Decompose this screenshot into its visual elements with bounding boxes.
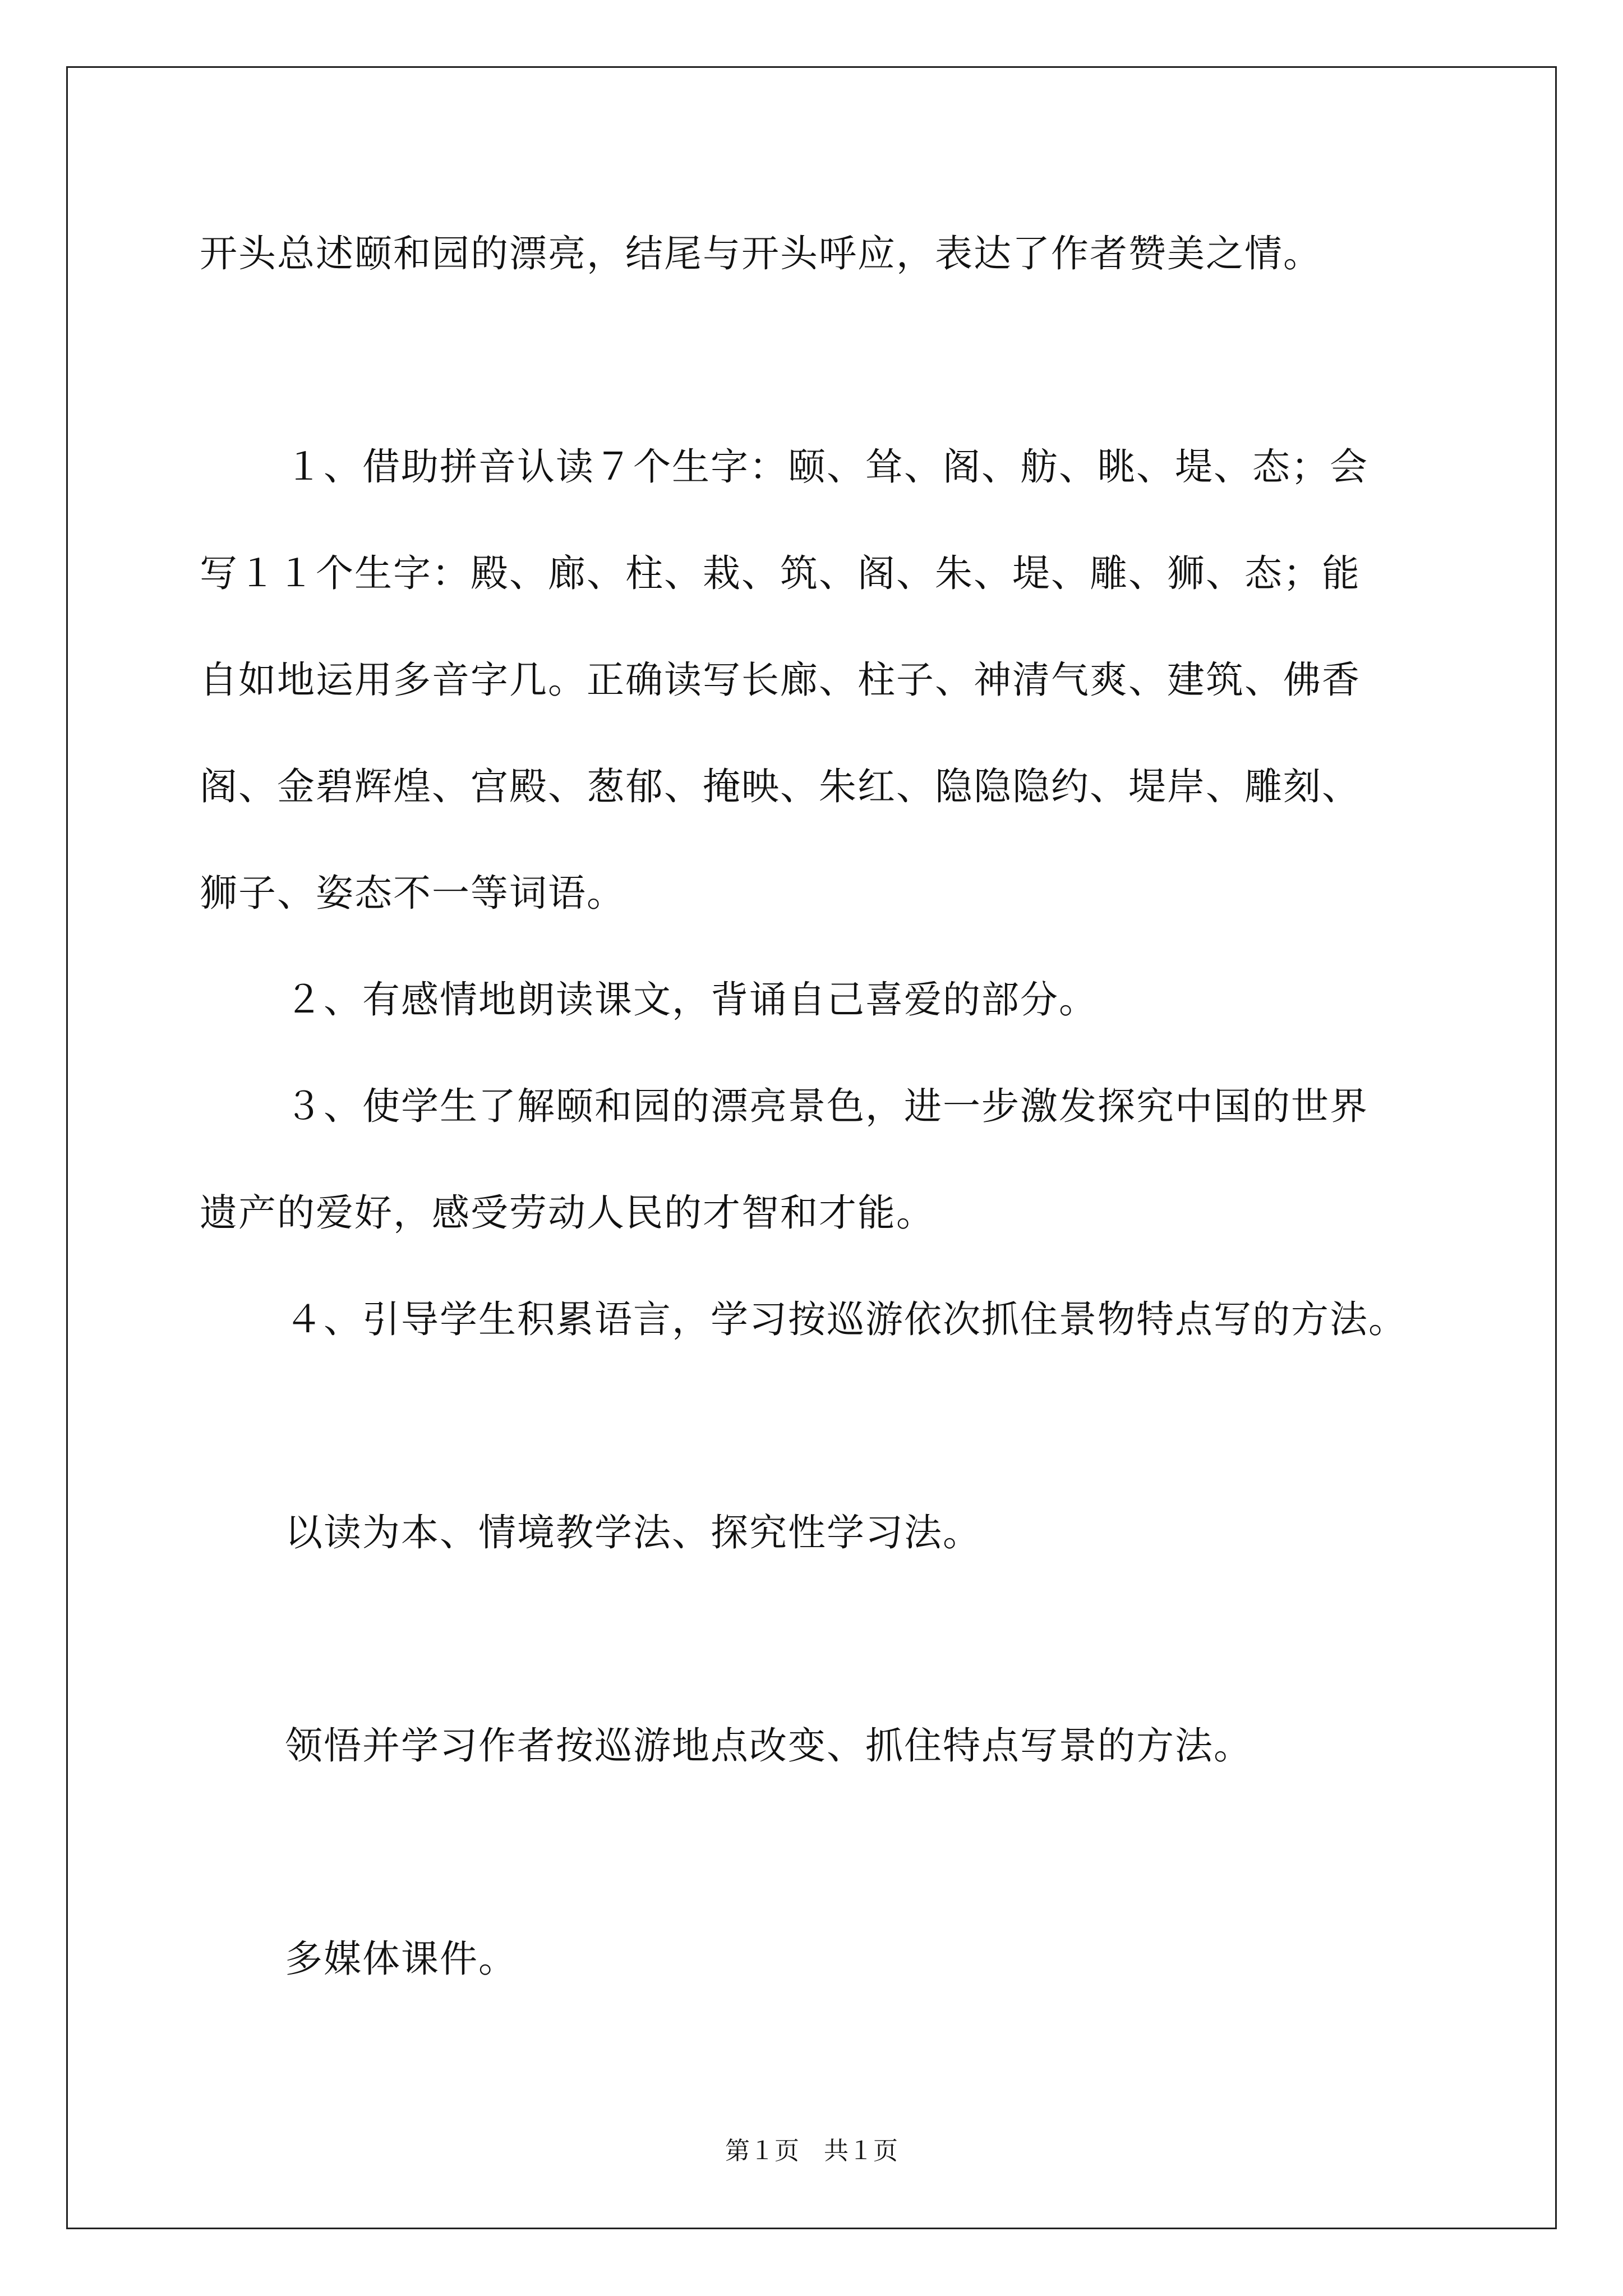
page-number-footer: 第１页 共１页 xyxy=(725,2137,898,2165)
objective-1-line-4: 阁、金碧辉煌、宫殿、葱郁、掩映、朱红、隐隐隐约、堤岸、雕刻、 xyxy=(200,765,1361,808)
teaching-method-line: 以读为本、情境教学法、探究性学习法。 xyxy=(285,1511,981,1554)
objective-3-line-2: 遗产的爱好，感受劳动人民的才智和才能。 xyxy=(200,1191,935,1235)
page-border xyxy=(66,66,1557,2229)
key-point-line: 领悟并学习作者按巡游地点改变、抓住特点写景的方法。 xyxy=(285,1724,1252,1768)
teaching-aid-line: 多媒体课件。 xyxy=(285,1937,517,1981)
objective-1-line-1: １、借助拼音认读７个生字：颐、耸、阁、舫、眺、堤、态；会 xyxy=(285,445,1368,489)
objective-1-line-2: 写１１个生字：殿、廊、柱、栽、筑、阁、朱、堤、雕、狮、态；能 xyxy=(200,551,1361,595)
objective-3-line-1: ３、使学生了解颐和园的漂亮景色，进一步激发探究中国的世界 xyxy=(285,1084,1368,1128)
objective-4-line-1: ４、引导学生积累语言，学习按巡游依次抓住景物特点写的方法。 xyxy=(285,1297,1407,1341)
objective-1-line-3: 自如地运用多音字几。正确读写长廊、柱子、神清气爽、建筑、佛香 xyxy=(200,658,1361,702)
objective-1-line-5: 狮子、姿态不一等词语。 xyxy=(200,871,625,915)
paragraph-summary-line: 开头总述颐和园的漂亮，结尾与开头呼应，表达了作者赞美之情。 xyxy=(200,232,1322,275)
objective-2-line-1: ２、有感情地朗读课文，背诵自己喜爱的部分。 xyxy=(285,978,1098,1022)
